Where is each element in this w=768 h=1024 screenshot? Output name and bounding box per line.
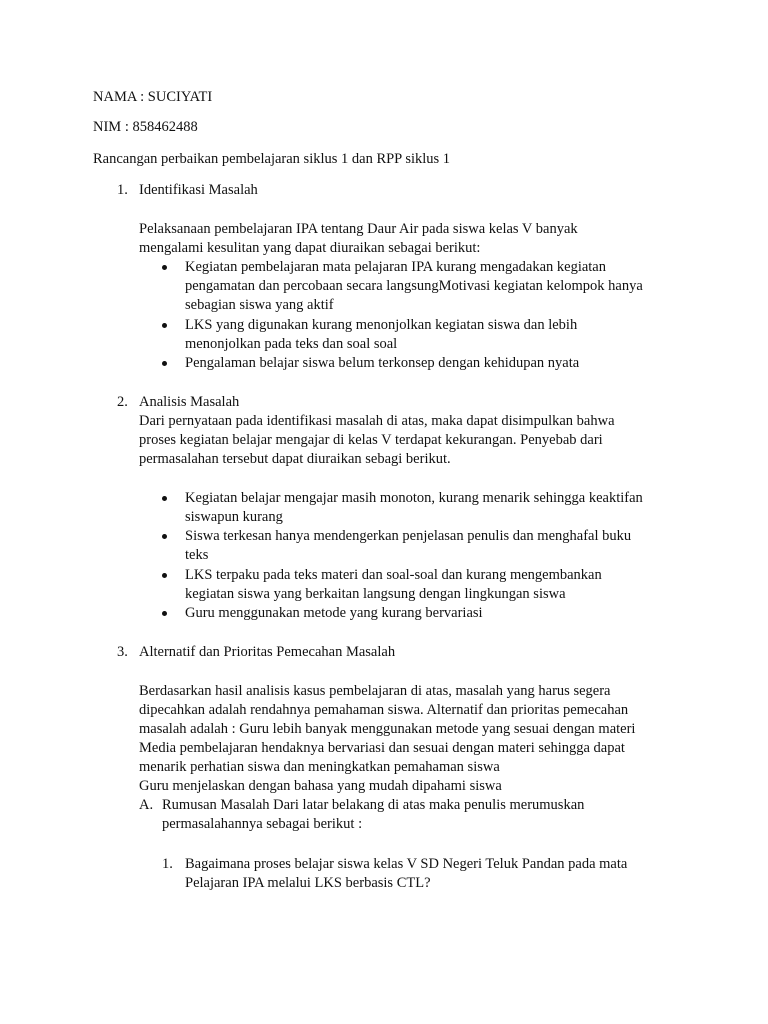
section-1-intro-line: Pelaksanaan pembelajaran IPA tentang Daur Air pada siswa kelas V banyak bbox=[139, 221, 578, 237]
section-2-intro-line: proses kegiatan belajar mengajar di kelas V terdapat kekurangan. Penyebab dari bbox=[139, 432, 603, 448]
section-3-body-line: Guru menjelaskan dengan bahasa yang mudah dipahami siswa bbox=[139, 778, 502, 794]
list-item-line: siswapun kurang bbox=[185, 509, 283, 525]
sub-a-letter: A. bbox=[139, 797, 154, 813]
section-2-intro-line: permasalahan tersebut dapat diuraikan sebagi berikut. bbox=[139, 451, 451, 467]
section-2-heading: Analisis Masalah bbox=[139, 394, 240, 410]
section-1-number: 1. bbox=[117, 182, 128, 198]
student-name: NAMA : SUCIYATI bbox=[93, 89, 213, 105]
bullet-icon bbox=[162, 496, 167, 501]
section-3-heading: Alternatif dan Prioritas Pemecahan Masalah bbox=[139, 644, 396, 660]
section-3-body-line: dipecahkan adalah rendahnya pemahaman siswa. Alternatif dan prioritas pemecahan bbox=[139, 702, 629, 718]
section-2-number: 2. bbox=[117, 394, 128, 410]
section-1-heading: Identifikasi Masalah bbox=[139, 182, 258, 198]
list-item-line: Kegiatan belajar mengajar masih monoton, kurang menarik sehingga keaktifan bbox=[185, 490, 643, 506]
list-item-line: Kegiatan pembelajaran mata pelajaran IPA kurang mengadakan kegiatan bbox=[185, 259, 606, 275]
bullet-icon bbox=[162, 611, 167, 616]
list-item-line: LKS terpaku pada teks materi dan soal-soal dan kurang mengembankan bbox=[185, 567, 602, 583]
bullet-icon bbox=[162, 323, 167, 328]
section-2-intro-line: Dari pernyataan pada identifikasi masalah di atas, maka dapat disimpulkan bahwa bbox=[139, 413, 615, 429]
sub-a-line: permasalahannya sebagai berikut : bbox=[162, 816, 363, 832]
bullet-icon bbox=[162, 361, 167, 366]
list-item-line: Pengalaman belajar siswa belum terkonsep dengan kehidupan nyata bbox=[185, 355, 580, 371]
list-item-line: LKS yang digunakan kurang menonjolkan kegiatan siswa dan lebih bbox=[185, 317, 578, 333]
sub-a-line: Rumusan Masalah Dari latar belakang di atas maka penulis merumuskan bbox=[162, 797, 585, 813]
section-3-number: 3. bbox=[117, 644, 128, 660]
list-item-line: teks bbox=[185, 547, 209, 563]
list-item-line: Guru menggunakan metode yang kurang bervariasi bbox=[185, 605, 483, 621]
bullet-icon bbox=[162, 265, 167, 270]
bullet-icon bbox=[162, 534, 167, 539]
section-3-body-line: Berdasarkan hasil analisis kasus pembelajaran di atas, masalah yang harus segera bbox=[139, 683, 611, 699]
section-3-body-line: Media pembelajaran hendaknya bervariasi dan sesuai dengan materi sehingga dapat bbox=[139, 740, 625, 756]
section-3-body-line: menarik perhatian siswa dan meningkatkan pemahaman siswa bbox=[139, 759, 500, 775]
list-item-line: Siswa terkesan hanya mendengerkan penjelasan penulis dan menghafal buku bbox=[185, 528, 632, 544]
section-1-intro-line: mengalami kesulitan yang dapat diuraikan sebagai berikut: bbox=[139, 240, 481, 256]
list-item-line: sebagian siswa yang aktif bbox=[185, 297, 334, 313]
list-item-line: pengamatan dan percobaan secara langsungMotivasi kegiatan kelompok hanya bbox=[185, 278, 643, 294]
bullet-icon bbox=[162, 573, 167, 578]
document-title: Rancangan perbaikan pembelajaran siklus 1 dan RPP siklus 1 bbox=[93, 151, 451, 167]
list-item-line: kegiatan siswa yang berkaitan langsung dengan lingkungan siswa bbox=[185, 586, 566, 602]
section-3-body-line: masalah adalah : Guru lebih banyak menggunakan metode yang sesuai dengan materi bbox=[139, 721, 636, 737]
sub-a1-number: 1. bbox=[162, 856, 173, 872]
student-nim: NIM : 858462488 bbox=[93, 119, 198, 135]
sub-a1-line: Bagaimana proses belajar siswa kelas V SD Negeri Teluk Pandan pada mata bbox=[185, 856, 628, 872]
list-item-line: menonjolkan pada teks dan soal soal bbox=[185, 336, 398, 352]
sub-a1-line: Pelajaran IPA melalui LKS berbasis CTL? bbox=[185, 875, 431, 891]
